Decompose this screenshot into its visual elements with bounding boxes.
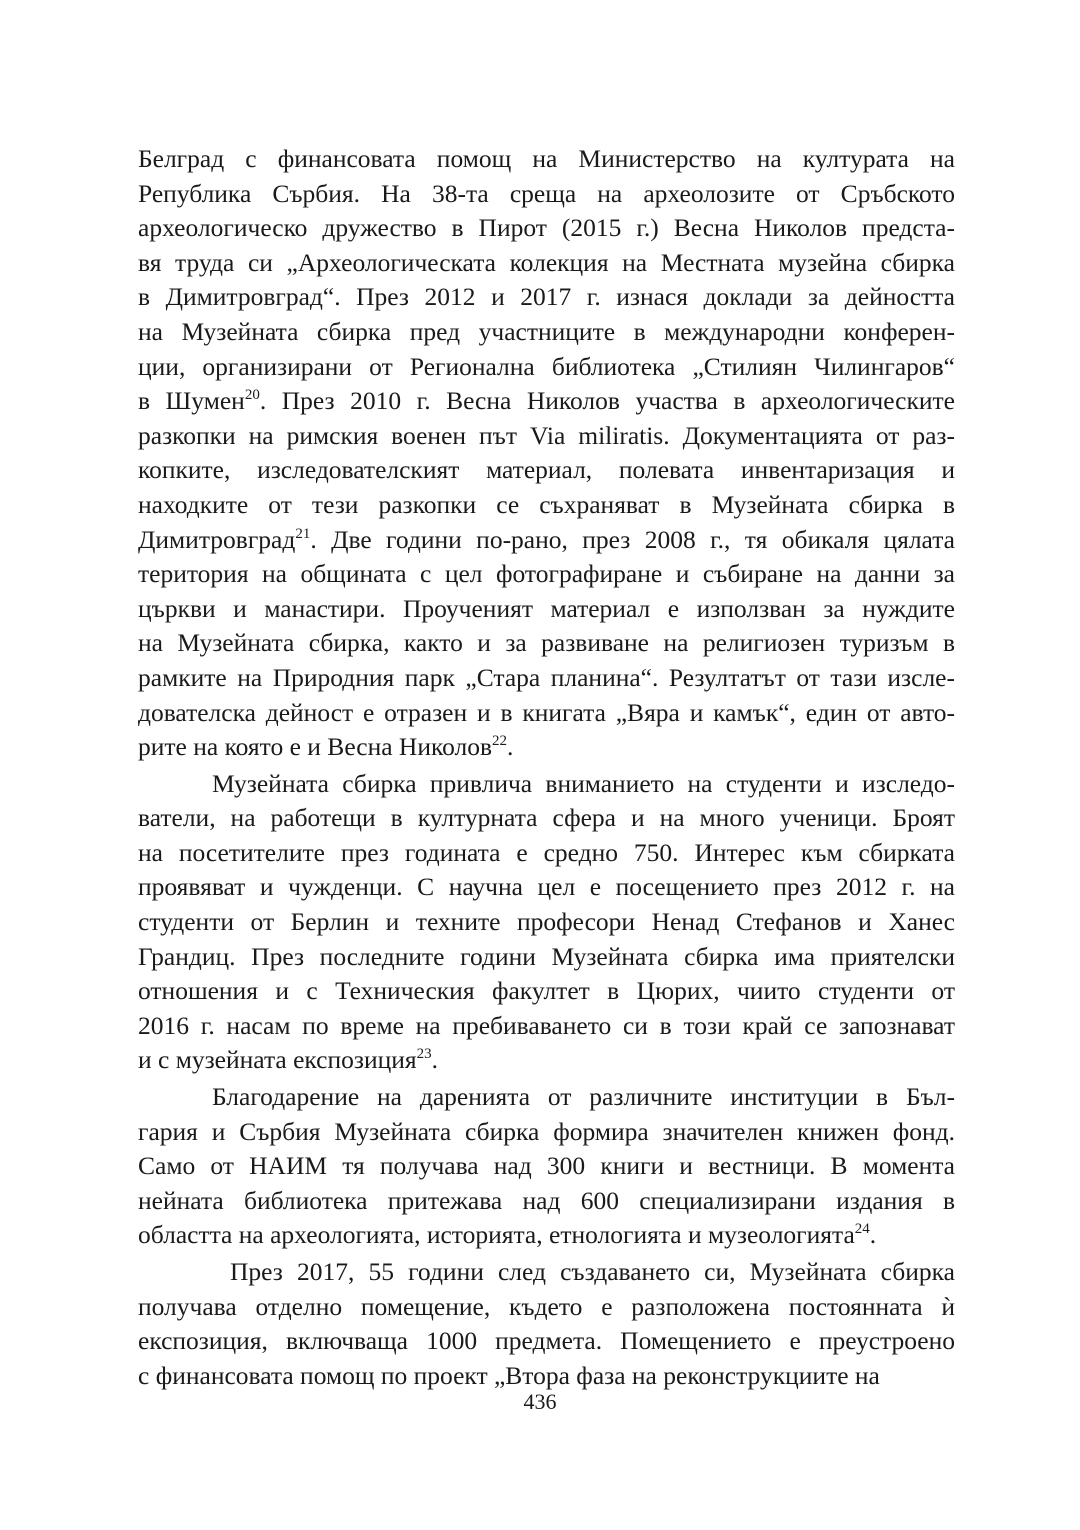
text-line [138,211,955,246]
text-segment: рите на която е и Весна Николов [138,732,493,762]
text-segment: През 2017, 55 години след създаването си, Музейната сбирка [230,1257,955,1286]
paragraph [138,767,955,1078]
text-line [138,142,955,177]
text-line [138,419,955,454]
text-segment: Музейната сбирка привлича вниманието на студенти и изследо- [212,768,955,798]
text-line [138,870,955,905]
text-segment: на посетителите през годината е средно 750. Интерес към сбирката [138,837,955,867]
text-line [138,905,955,940]
footnote-reference: 20 [244,387,260,404]
footnote-reference: 23 [416,1046,432,1063]
text-line [138,940,955,975]
text-segment: експозиция, включваща 1000 предмета. Помещението е преустроено [138,1326,955,1356]
text-line [138,1043,955,1078]
text-segment: вя труда си „Археологическата колекция на Местната музейна сбирка [138,247,955,277]
text-segment: на Музейната сбирка, както и за развиване на религиозен туризъм в [138,628,955,658]
text-line [138,974,955,1009]
text-segment: на Музейната сбирка пред участниците в международни конферен- [138,316,955,346]
text-line [138,1255,955,1290]
text-line [138,1009,955,1044]
text-segment: църкви и манастири. Проученият материал е използван за нуждите [138,593,955,623]
text-segment: Белград с финансовата помощ на Министерство на културата на [138,144,955,173]
text-line [138,1218,955,1253]
footnote-reference: 24 [854,1221,870,1238]
text-segment: Грандиц. През последните години Музейната сбирка има приятелски [138,941,955,971]
text-line [138,626,955,661]
text-segment: . [431,1045,438,1075]
text-segment: гария и Сърбия Музейната сбирка формира значителен книжен фонд. [138,1116,955,1146]
text-segment: нейната библиотека притежава над 600 специализирани издания в [138,1185,955,1215]
text-segment: в Шумен [138,386,245,416]
footnote-reference: 21 [295,525,311,542]
text-segment: 2016 г. насам по време на пребиваването си в този край се запознават [138,1010,955,1040]
text-line [138,1149,955,1184]
text-segment: студенти от Берлин и техните професори Ненад Стефанов и Ханес [138,907,955,937]
text-segment: археологическо дружество в Пирот (2015 г.) Весна Николов предста- [138,213,955,243]
text-segment: . През 2010 г. Весна Николов участва в археологическите [259,386,956,416]
text-line [138,1324,955,1359]
text-line [138,315,955,350]
text-segment: Република Сърбия. На 38-та среща на археолозите от Сръбското [138,178,955,208]
text-line [138,557,955,592]
text-line [138,1115,955,1150]
text-line [138,696,955,731]
text-line [138,592,955,627]
text-segment: отношения и с Техническия факултет в Цюрих, чиито студенти от [138,976,955,1006]
footnote-reference: 22 [492,733,508,750]
text-line [138,384,955,419]
text-segment: Димитровград [138,524,296,554]
text-segment: копките, изследователският материал, полевата инвентаризация и [138,455,955,485]
text-segment: и с музейната експозиция [138,1045,417,1075]
page-number: 436 [523,1389,557,1414]
text-line [138,1290,955,1325]
text-segment: с финансовата помощ по проект „Втора фаза на реконструкциите на [138,1360,880,1390]
text-segment: ватели, на работещи в културната сфера и на много ученици. Броят [138,803,955,833]
text-segment: областта на археологията, историята, етнологията и музеологията [138,1220,855,1250]
text-line [138,730,955,765]
text-line [138,801,955,836]
paragraph [138,142,955,765]
text-segment: находките от тези разкопки се съхраняват в Музейната сбирка в [138,489,955,519]
text-line [138,661,955,696]
text-line [138,523,955,558]
text-segment: в Димитровград“. През 2012 и 2017 г. изнася доклади за дейността [138,282,955,312]
text-line [138,280,955,315]
text-segment: дователска дейност е отразен и в книгата „Вяра и камък“, един от авто- [138,697,955,727]
text-segment: ции, организирани от Регионална библиотека „Стилиян Чилингаров“ [138,351,955,381]
text-segment: рамките на Природния парк „Стара планина“. Резултатът от тази изсле- [138,662,955,692]
text-segment: разкопки на римския военен път Via miliratis. Документацията от раз- [138,420,955,450]
text-segment: проявяват и чужденци. С научна цел е посещението през 2012 г. на [138,872,955,902]
body-text [138,142,955,1393]
text-segment: територия на общината с цел фотографиране и събиране на данни за [138,559,955,589]
text-line [138,453,955,488]
text-line [138,488,955,523]
text-line [138,767,955,802]
paragraph [138,1080,955,1253]
text-line [138,1184,955,1219]
text-segment: получава отделно помещение, където е разположена постоянната ѝ [138,1291,955,1321]
text-line [138,350,955,385]
paragraph [138,1255,955,1393]
text-segment: . [507,732,514,762]
text-line [138,177,955,212]
text-segment: . Две години по-рано, през 2008 г., тя обикаля цялата [310,524,955,554]
text-line [138,246,955,281]
text-segment: . [869,1220,877,1250]
text-line [138,1080,955,1115]
text-segment: Само от НАИМ тя получава над 300 книги и вестници. В момента [138,1151,955,1181]
text-line [138,836,955,871]
text-segment: Благодарение на даренията от различните институции в Бъл- [212,1082,955,1112]
